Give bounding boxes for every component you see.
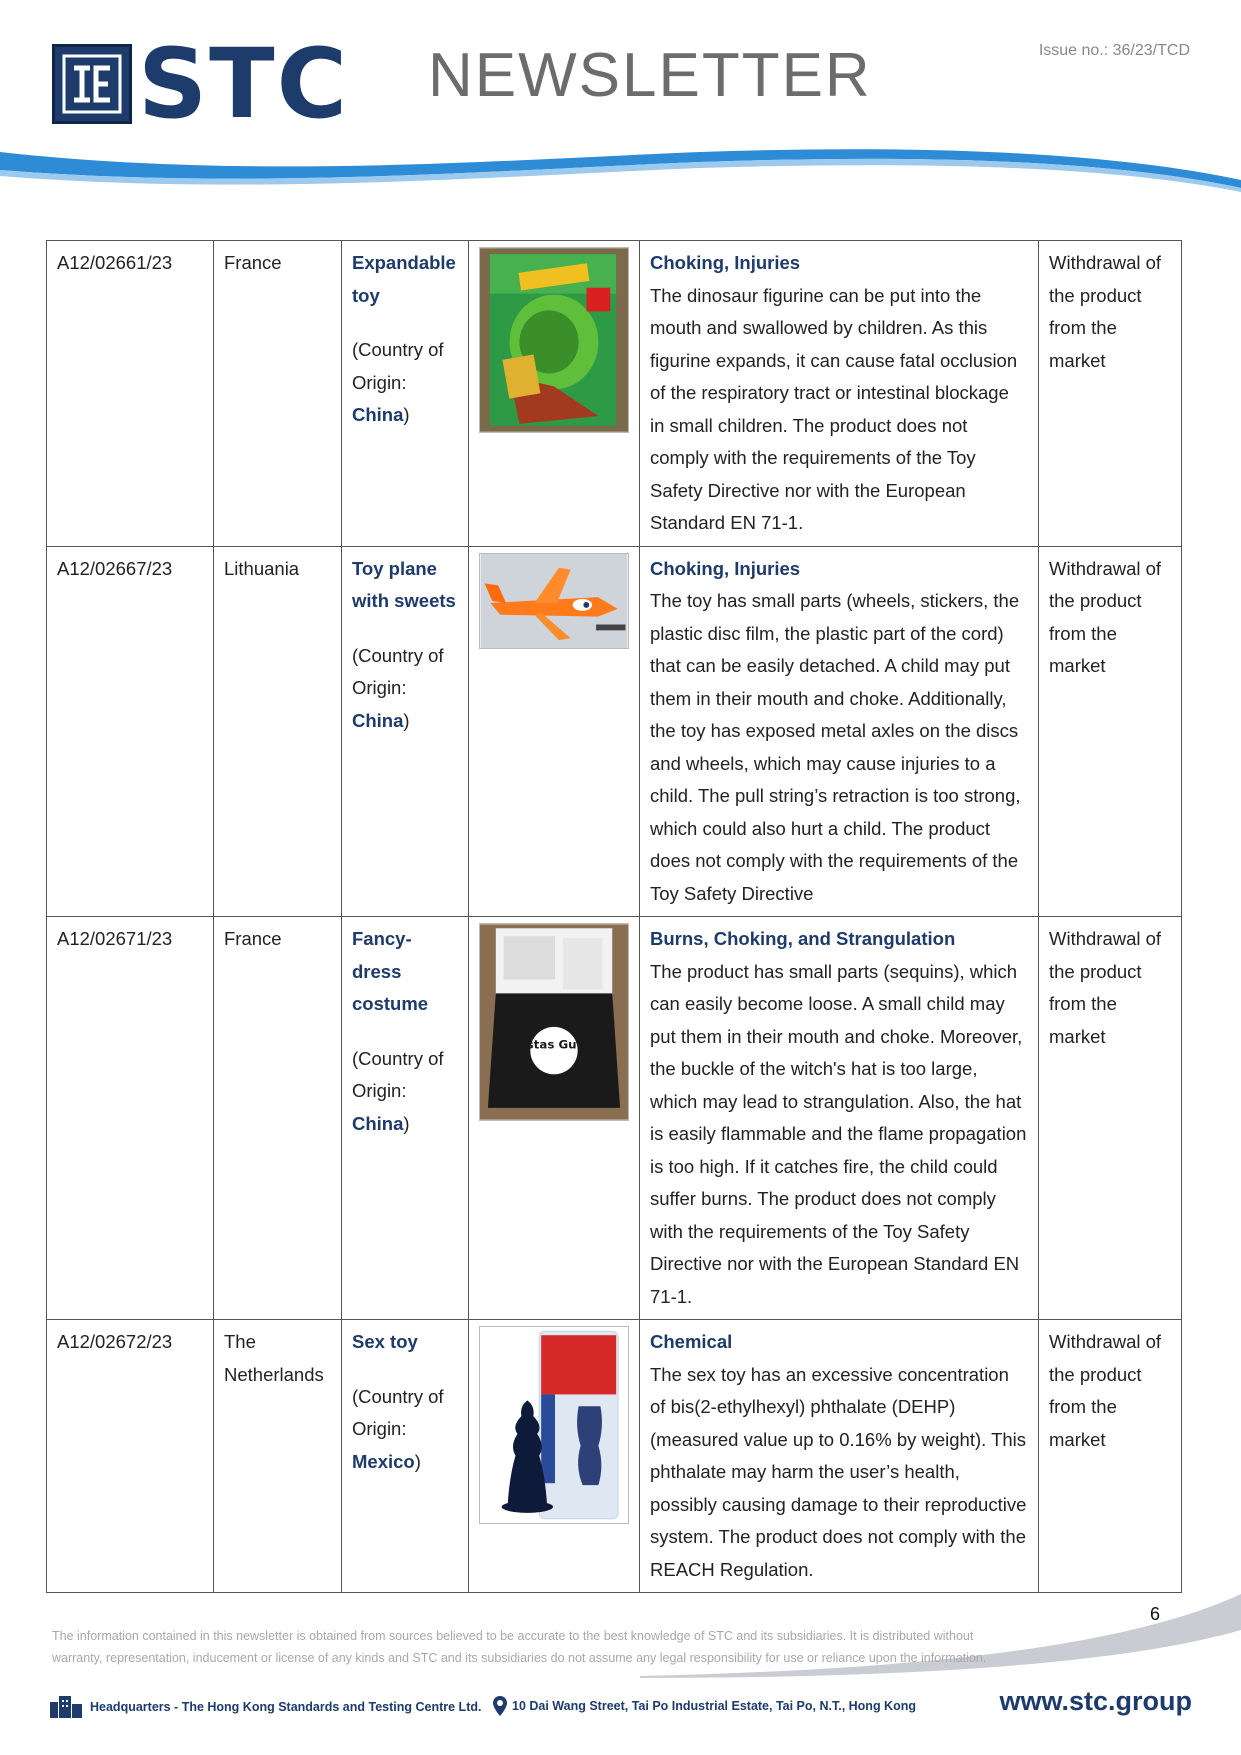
headquarters	[48, 1696, 481, 1718]
address	[493, 1696, 916, 1716]
orange-toy-plane-image	[479, 553, 629, 649]
stc-logo	[52, 28, 350, 140]
risk-type: Choking, Injuries	[650, 252, 801, 273]
country-of-origin: (Country of Origin: China)	[352, 339, 444, 425]
page-number: 6	[1150, 1604, 1161, 1624]
risk-cell	[640, 917, 1039, 1320]
website-link[interactable]: www.stc.group	[999, 1686, 1192, 1716]
notifying-country: The Netherlands	[214, 1320, 342, 1593]
risk-cell	[640, 241, 1039, 547]
risk-cell	[640, 546, 1039, 917]
product-image-cell	[469, 917, 640, 1320]
product-name: Expandable toy	[352, 252, 456, 306]
risk-description: The dinosaur figurine can be put into the mouth and swallowed by children. As this figurine expands, it can cause fatal occlusion of the respiratory tract or intestinal blockage in small children. The product does not comply with the requirements of the Toy Safety Directive nor with the European Standard EN 71-1.	[650, 284, 1018, 533]
address-text: 10 Dai Wang Street, Tai Po Industrial Estate, Tai Po, N.T., Hong Kong	[512, 1699, 916, 1713]
building-icon	[48, 1696, 84, 1718]
costume-bag-image	[479, 923, 629, 1121]
headquarters-name: Headquarters - The Hong Kong Standards and Testing Centre Ltd.	[90, 1700, 482, 1714]
product-image-cell	[469, 546, 640, 917]
risk-description: The sex toy has an excessive concentration of bis(2-ethylhexyl) phthalate (DEHP) (measured value up to 0.16% by weight). This phthalate may harm the user’s health, possibly causing damage to their reproductive system. The product does not comply with the REACH Regulation.	[650, 1363, 1027, 1580]
alert-number: A12/02667/23	[47, 546, 214, 917]
alert-number: A12/02671/23	[47, 917, 214, 1320]
risk-cell	[640, 1320, 1039, 1593]
product-cell	[342, 241, 469, 547]
risk-type: Burns, Choking, and Strangulation	[650, 928, 956, 949]
costume-bag-brand: Fiestas Guirca	[506, 1037, 602, 1052]
product-name: Toy plane with sweets	[352, 557, 456, 611]
product-cell	[342, 917, 469, 1320]
risk-type: Chemical	[650, 1331, 733, 1352]
sex-toy-package-image	[479, 1326, 629, 1524]
location-pin-icon	[493, 1696, 507, 1716]
issue-number: Issue no.: 36/23/TCD	[1038, 42, 1190, 59]
alert-number: A12/02672/23	[47, 1320, 214, 1593]
page-footer	[48, 1686, 1198, 1720]
dinosaur-egg-package-image	[479, 247, 629, 433]
risk-type: Choking, Injuries	[650, 557, 801, 579]
measures-taken: Withdrawal of the product from the market	[1039, 546, 1182, 917]
stc-logo-mark	[52, 44, 132, 124]
country-of-origin: (Country of Origin: China)	[352, 1047, 444, 1134]
notifying-country: France	[214, 241, 342, 547]
product-image-cell	[469, 241, 640, 547]
stc-monogram-icon	[62, 54, 122, 114]
country-of-origin: (Country of Origin: China)	[352, 644, 444, 731]
alert-number: A12/02661/23	[47, 241, 214, 547]
product-image-cell	[469, 1320, 640, 1593]
measures-taken: Withdrawal of the product from the market	[1039, 1320, 1182, 1593]
product-cell	[342, 1320, 469, 1593]
table-row	[47, 546, 1182, 917]
measures-taken: Withdrawal of the product from the market	[1039, 917, 1182, 1320]
product-name: Sex toy	[352, 1331, 418, 1352]
risk-description: The toy has small parts (wheels, stickers, the plastic disc film, the plastic part of the cord) that can be easily detached. A child may put them in their mouth and choke. Additionally, the toy has exposed metal axles on the discs and wheels, which may cause injuries to a child. The pull string’s retraction is too strong, which could also hurt a child. The product does not comply with the requirements of the Toy Safety Directive	[650, 590, 1021, 904]
measures-taken: Withdrawal of the product from the market	[1039, 241, 1182, 547]
newsletter-title: NEWSLETTER	[428, 41, 872, 110]
table-row	[47, 1320, 1182, 1593]
country-of-origin: (Country of Origin: Mexico)	[352, 1385, 444, 1472]
notifying-country: France	[214, 917, 342, 1320]
disclaimer: The information contained in this newsletter is obtained from sources believed to be accurate to the best knowledge of STC and its subsidiaries. It is distributed without warranty, representation, inducement or license of any kinds and STC and its subsidiaries do not assume any legal responsibility for use or reliance upon the information.	[52, 1629, 987, 1665]
header-swoosh	[0, 140, 1241, 200]
product-cell	[342, 546, 469, 917]
page-header	[0, 0, 1241, 200]
stc-logo-text: STC	[138, 28, 350, 140]
product-name: Fancy-dress costume	[352, 928, 429, 1014]
risk-description: The product has small parts (sequins), which can easily become loose. A small child may put them in their mouth and choke. Moreover, the buckle of the witch's hat is too large, which may lead to strangulation. Also, the hat is easily flammable and the flame propagation is too high. If it catches fire, the child could suffer burns. The product does not comply with the requirements of the Toy Safety Directive nor with the European Standard EN 71-1.	[650, 960, 1027, 1307]
recall-table	[46, 240, 1182, 1593]
table-row	[47, 917, 1182, 1320]
notifying-country: Lithuania	[214, 546, 342, 917]
table-row	[47, 241, 1182, 547]
